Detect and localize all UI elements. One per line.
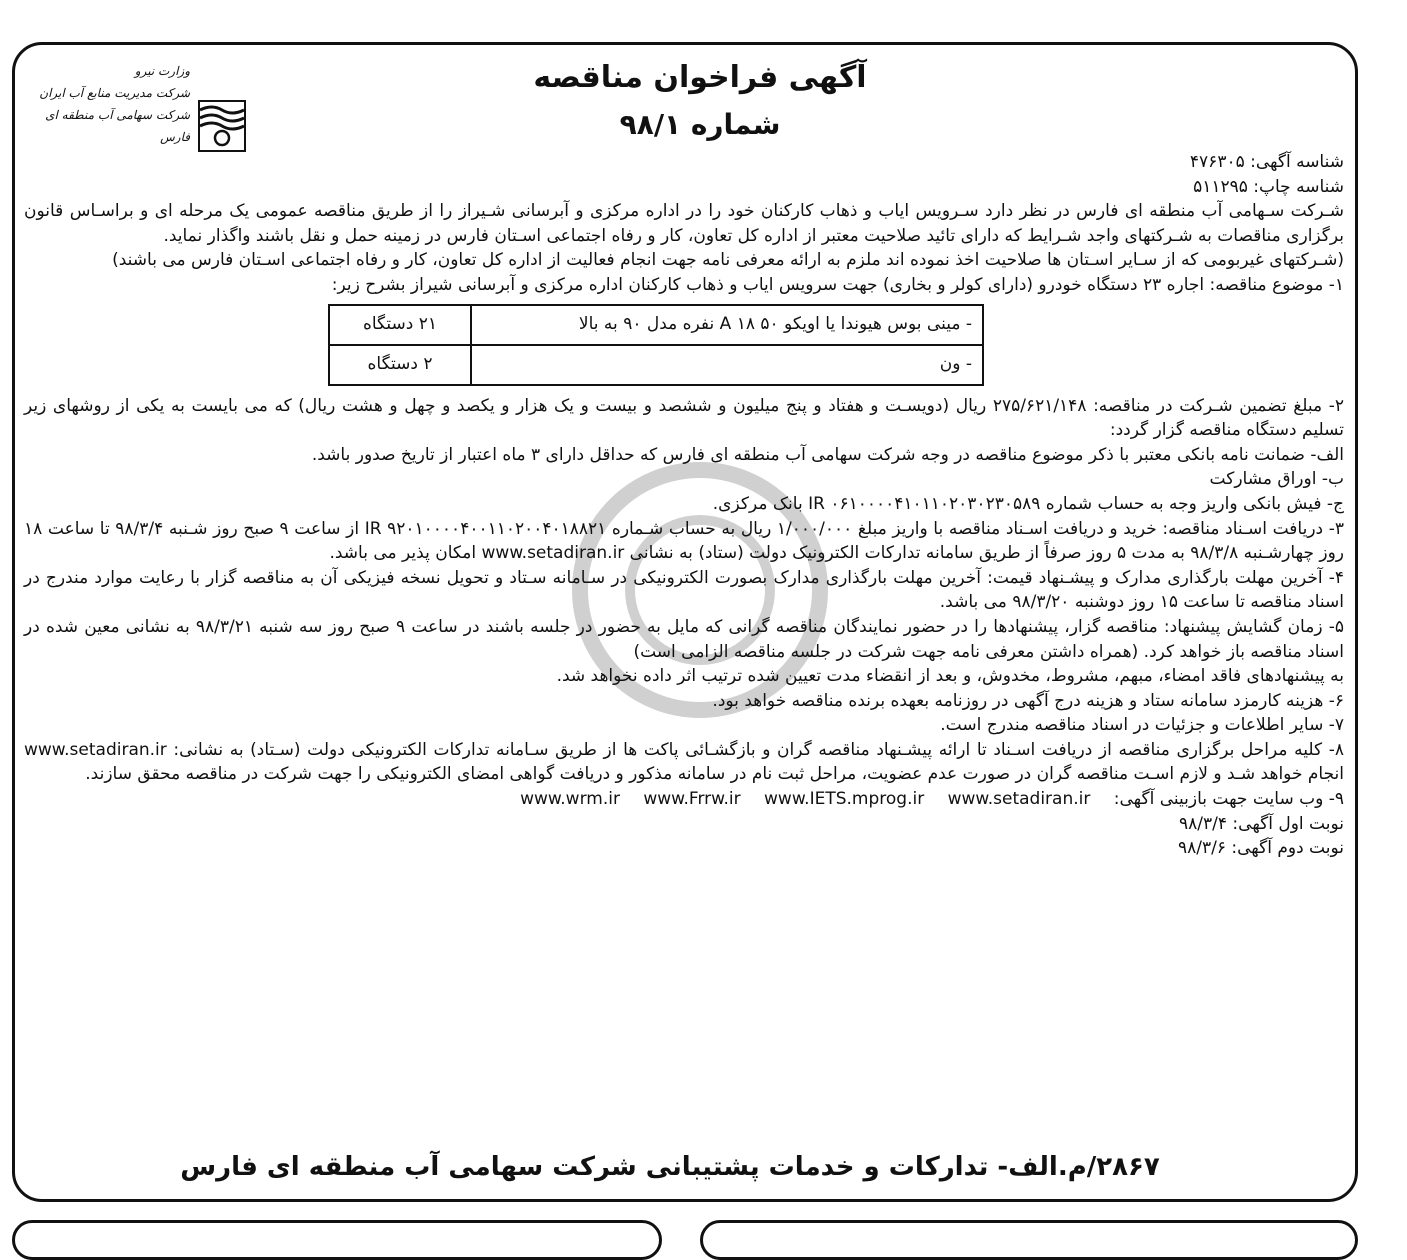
water-wave-logo-icon <box>198 100 246 152</box>
item-6: ۶- هزینه کارمزد سامانه ستاد و هزینه درج آگهی در روزنامه بعهده برنده مناقصه خواهد بود. <box>712 690 1344 711</box>
ad-id: شناسه آگهی: ۴۷۶۳۰۵ <box>1189 152 1344 172</box>
first-ad-date: نوبت اول آگهی: ۹۸/۳/۴ <box>1179 813 1344 834</box>
table-row <box>329 305 983 345</box>
item-5b: به پیشنهادهای فاقد امضاء، مبهم، مشروط، مخدوش، و بعد از انقضاء مدت تعیین شده ترتیب اثر داده نخواهد شد. <box>556 666 1344 687</box>
item-7: ۷- سایر اطلاعات و جزئیات در اسناد مناقصه مندرج است. <box>940 715 1344 736</box>
item-4: ۴- آخرین مهلت بارگذاری مدارک و پیشـنهاد قیمت: آخرین مهلت بارگذاری مدارک بصورت الکترونیکی در سـامانه سـتاد و تحویل نسخه فیزیکی آن به مناقصه گزار با رعایت موارد مندرج در اسناد مناقصه تا ساعت ۱۵ روز دوشنبه ۹۸/۳/۲۰ می باشد. <box>24 567 1344 613</box>
notice-number: شماره ۹۸/۱ <box>619 108 781 141</box>
vehicle-qty: ۲۱ دستگاه <box>329 305 471 345</box>
adjacent-notice-frame-left <box>12 1220 662 1260</box>
notice-footer: ۲۸۶۷/م.الف- تدارکات و خدمات پشتیبانی شرکت سهامی آب منطقه ای فارس <box>180 1152 1160 1182</box>
website-link[interactable]: www.wrm.ir <box>520 789 620 810</box>
second-ad-date: نوبت دوم آگهی: ۹۸/۳/۶ <box>1178 838 1344 859</box>
item-2: ۲- مبلغ تضمین شـرکت در مناقصه: ۲۷۵/۶۲۱/۱۴۸ ریال (دویسـت و هفتاد و پنج میلیون و ششصد و بیست و یک هزار و یکصد و چهل و هشت ریال) که می بایست به یکی از روشهای زیر تسلیم دستگاه مناقصه گزار گردد: <box>24 395 1344 441</box>
logo-line-regional: شرکت سهامی آب منطقه ای فارس <box>45 108 190 144</box>
intro-paragraph: شـرکت سـهامی آب منطقه ای فارس در نظر دارد سـرویس ایاب و ذهاب کارکنان خود را در اداره مرکزی و آبرسانی شـیراز را از طریق مناقصه عمومی یک مرحله ای و براسـاس قانون برگزاری مناقصات به شـرکتهای واجد شـرایط که دارای تائید صلاحیت معتبر از اداره کل تعاون، کار و رفاه اجتماعی اسـتان فارس در زمینه حمل و نقل باشند واگذار نماید. <box>24 201 1344 246</box>
item-2c: ج- فیش بانکی واریز وجه به حساب شماره IR ۰۶۱۰۰۰۰۴۱۰۱۱۰۲۰۳۰۲۳۰۵۸۹ بانک مرکزی. <box>712 493 1344 514</box>
website-link[interactable]: www.IETS.mprog.ir <box>764 789 925 810</box>
item-2b: ب- اوراق مشارکت <box>1209 469 1344 490</box>
website-link[interactable]: www.Frrw.ir <box>643 789 741 810</box>
item-1: ۱- موضوع مناقصه: اجاره ۲۳ دستگاه خودرو (دارای کولر و بخاری) جهت سرویس ایاب و ذهاب کارکنان اداره مرکزی و آبرسانی شیراز بشرح زیر: <box>331 274 1344 295</box>
item-9 <box>24 787 1344 812</box>
item-5: ۵- زمان گشایش پیشنهاد: مناقصه گزار، پیشنهادها را در حضور نمایندگان مناقصه گرانی که مایل به حضور در جلسه باشند در ساعت ۹ صبح روز سه شنبه ۹۸/۳/۲۱ به نشانی معین شده در اسناد مناقصه باز خواهد کرد. (همراه داشتن معرفی نامه جهت شرکت در جلسه مناقصه الزامی است) <box>24 616 1344 662</box>
table-row <box>329 345 983 385</box>
note-paragraph: (شـرکتهای غیربومی که از سـایر اسـتان ها صلاحیت اخذ نموده اند ملزم به ارائه معرفی نامه جهت انجام فعالیت از اداره کل تعاون، کار و رفاه اجتماعی اسـتان فارس می باشند) <box>112 250 1344 271</box>
item-3: ۳- دریافت اسـناد مناقصه: خرید و دریافت اسـناد مناقصه با واریز مبلغ ۱/۰۰۰/۰۰۰ ریال به حساب شـماره IR ۹۲۰۱۰۰۰۰۴۰۰۱۱۰۲۰۰۴۰۱۸۸۲۱ از ساعت ۹ صبح روز شـنبه ۹۸/۳/۴ تا ساعت ۱۸ روز چهارشـنبه ۹۸/۳/۸ به مدت ۵ روز صرفاً از طریق سامانه تدارکات الکترونیک دولت (ستاد) به نشانی www.setadiran.ir امکان پذیر می باشد. <box>24 518 1344 564</box>
item-2a: الف- ضمانت نامه بانکی معتبر با ذکر موضوع مناقصه در وجه شرکت سهامی آب منطقه ای فارس که حداقل دارای ۳ ماه اعتبار از تاریخ صدور باشد. <box>311 444 1344 465</box>
website-link[interactable]: www.setadiran.ir <box>947 789 1091 810</box>
logo-line-company: شرکت مدیریت منابع آب ایران <box>39 86 190 100</box>
notice-title: آگهی فراخوان مناقصه <box>533 60 867 95</box>
vehicle-item: - مینی بوس هیوندا یا اویکو ۵۰ A ۱۸ نفره مدل ۹۰ به بالا <box>471 305 983 345</box>
logo-line-ministry: وزارت نیرو <box>134 64 190 78</box>
notice-body <box>24 150 1344 861</box>
company-logo <box>30 60 250 152</box>
item-9-label: ۹- وب سایت جهت بازبینی آگهی: <box>1113 789 1344 810</box>
item-8: ۸- کلیه مراحل برگزاری مناقصه از دریافت اسـناد تا ارائه پیشـنهاد مناقصه گران و بازگشـائی پاکت ها از طریق سـامانه تدارکات الکترونیکی دولت (سـتاد) به نشانی: www.setadiran.ir انجام خواهد شـد و لازم اسـت مناقصه گران در صورت عدم عضویت، مراحل ثبت نام در سامانه مذکور و دریافت گواهی امضای الکترونیکی را جهت شرکت در مناقصه محقق سازند. <box>24 739 1344 785</box>
vehicle-qty: ۲ دستگاه <box>329 345 471 385</box>
print-id: شناسه چاپ: ۵۱۱۲۹۵ <box>1193 176 1344 197</box>
vehicle-table <box>328 304 984 386</box>
vehicle-item: - ون <box>471 345 983 385</box>
adjacent-notice-frame-right <box>700 1220 1358 1260</box>
